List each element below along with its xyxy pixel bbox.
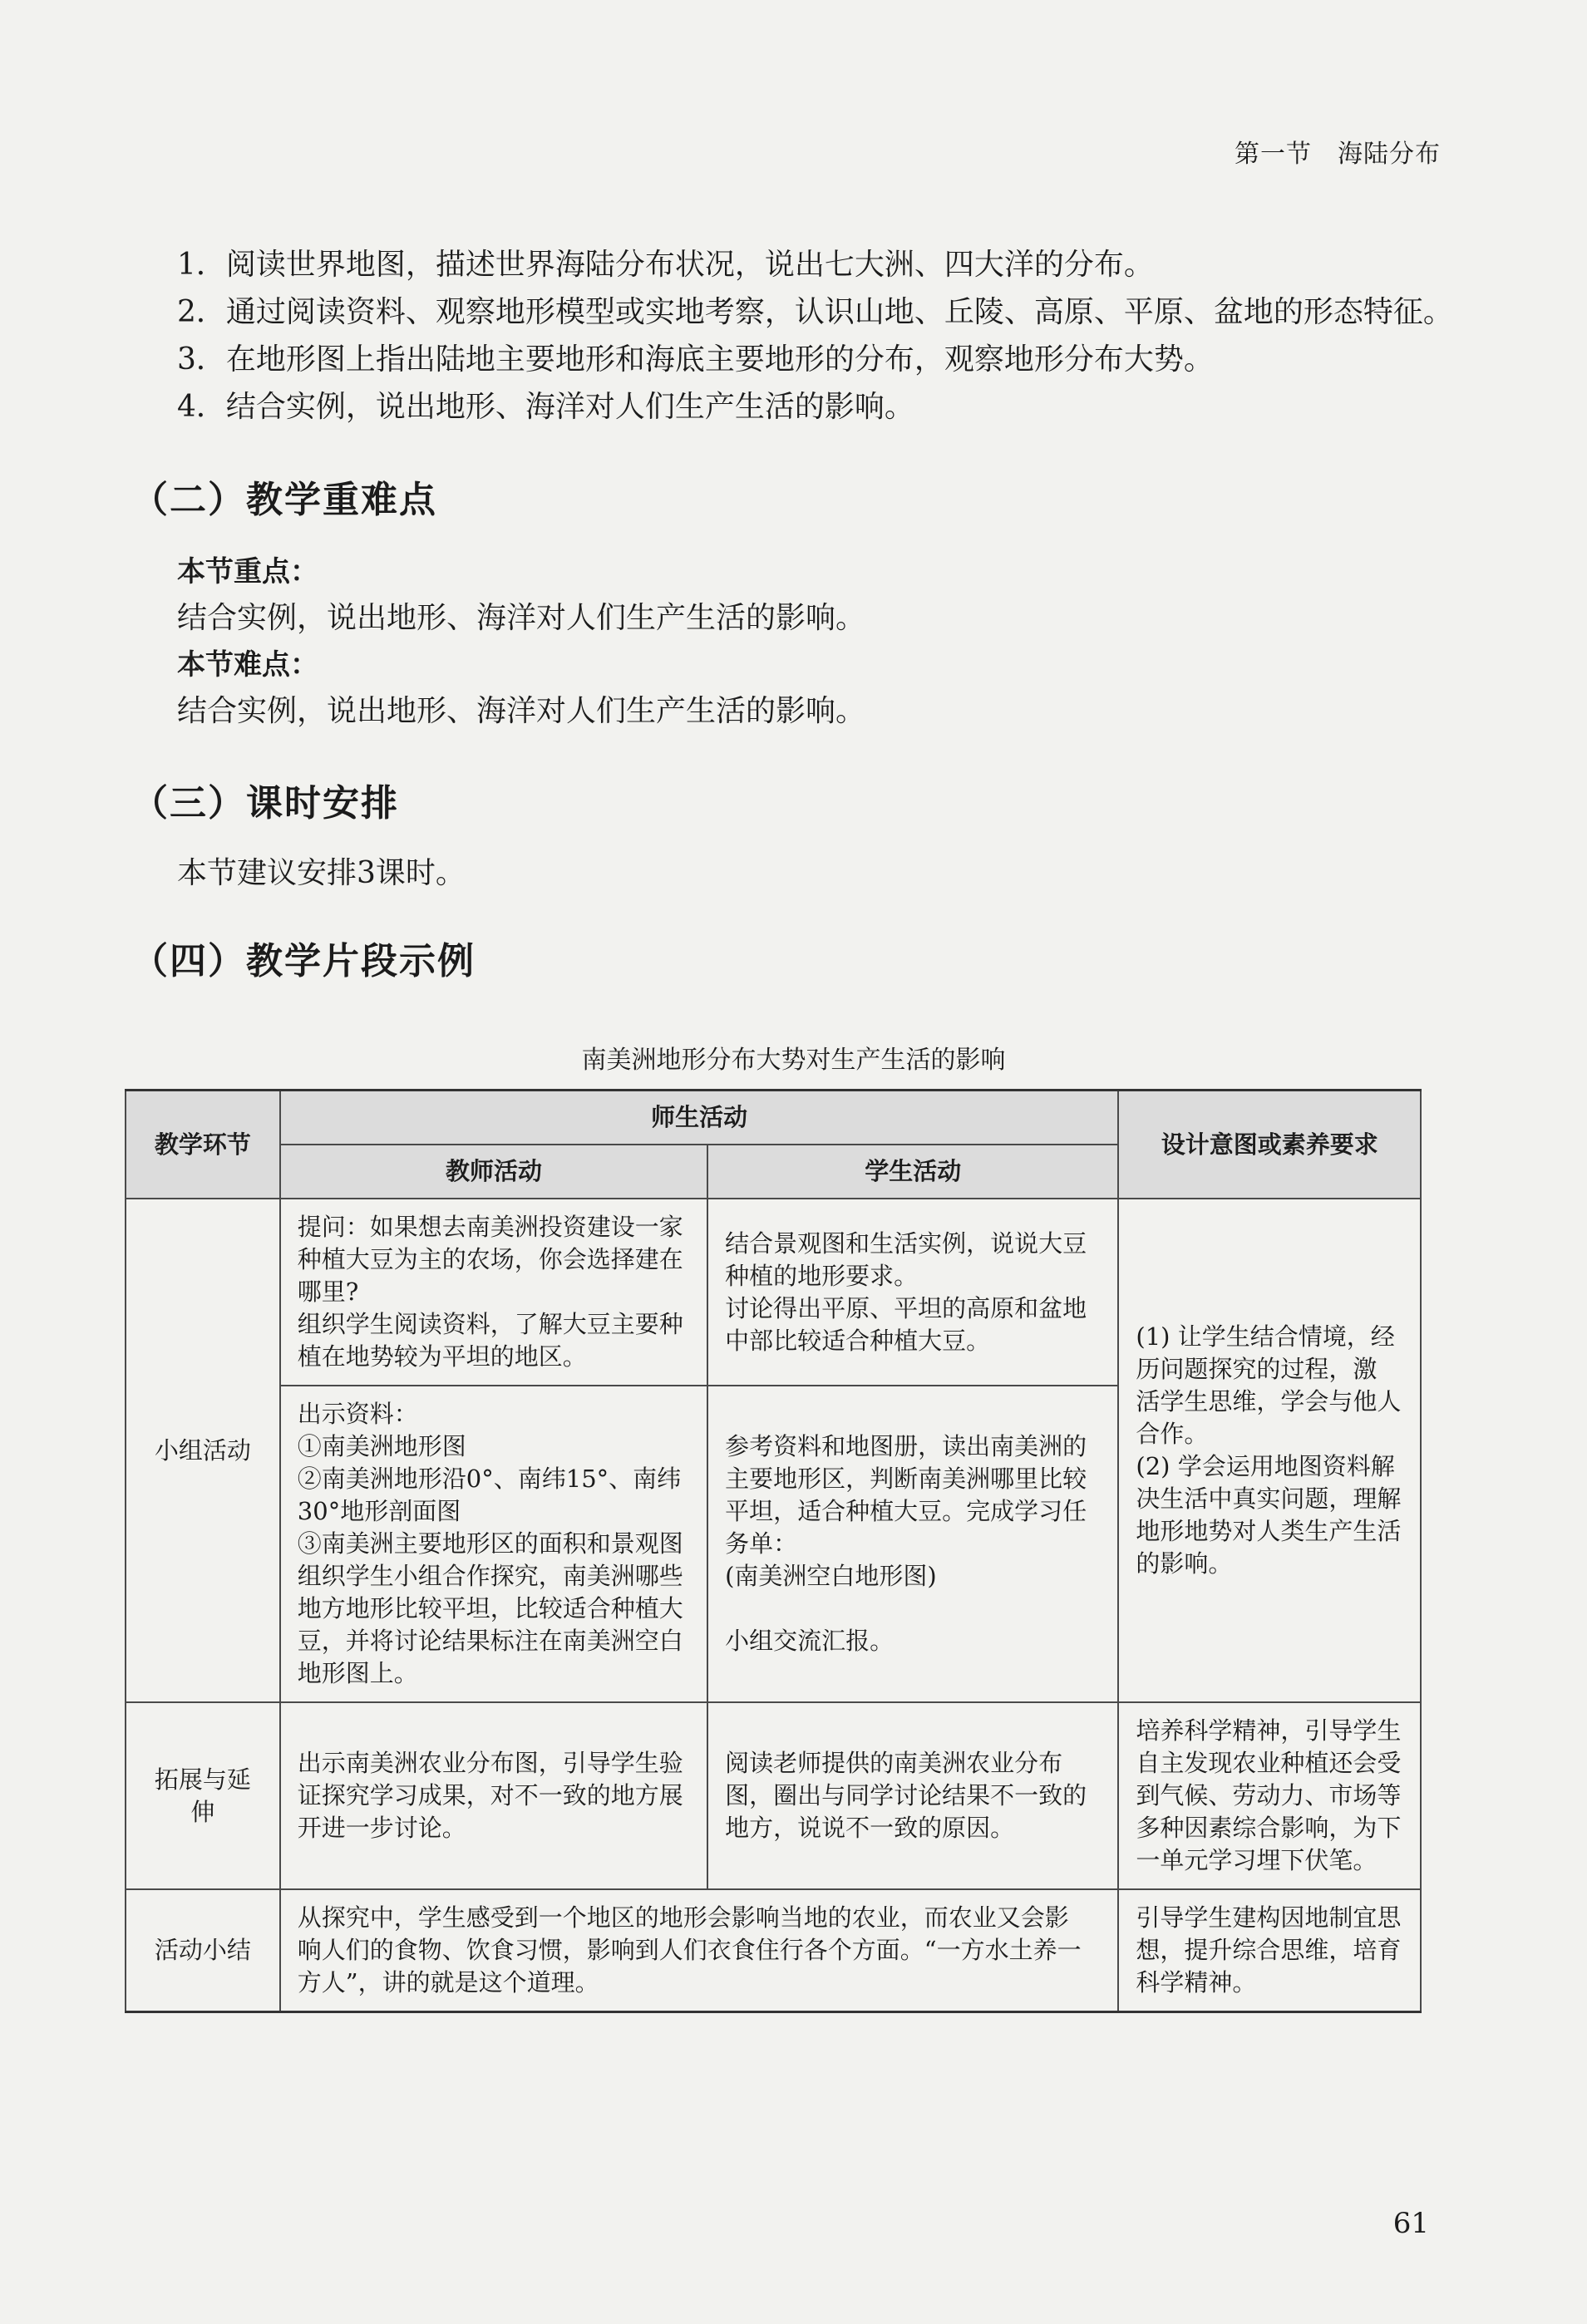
student-cell (707, 1702, 1118, 1889)
cell-line: 证探究学习成果，对不一致的地方展 (297, 1781, 683, 1809)
focus-text: 结合实例，说出地形、海洋对人们生产生活的影响。 (177, 601, 866, 635)
design-cell (1118, 1889, 1421, 2012)
cell-line: 历问题探究的过程，激 (1136, 1355, 1378, 1383)
difficulty-text: 结合实例，说出地形、海洋对人们生产生活的影响。 (177, 694, 866, 728)
cell-line: 响人们的食物、饮食习惯，影响到人们衣食住行各个方面。“一方水土养一 (297, 1936, 1082, 1964)
table-row (126, 1889, 1421, 2012)
cell-line: 提问：如果想去南美洲投资建设一家 (297, 1213, 683, 1241)
cell-line: 30°地形剖面图 (297, 1497, 461, 1525)
cell-line: 方人”，讲的就是这个道理。 (297, 1968, 599, 1997)
focus-label: 本节重点： (177, 555, 318, 588)
cell-line: 的影响。 (1136, 1549, 1233, 1578)
cell-line (725, 1593, 1101, 1625)
cell-line: ①南美洲地形图 (297, 1432, 466, 1460)
section-title-schedule: （三）课时安排 (131, 782, 399, 825)
cell-line: 主要地形区，判断南美洲哪里比较 (725, 1465, 1087, 1493)
cell-line: 决生活中真实问题，理解 (1136, 1485, 1402, 1513)
cell-line: (2) 学会运用地图资料解 (1136, 1452, 1395, 1480)
cell-line: 务单： (725, 1529, 798, 1558)
teacher-cell (280, 1199, 707, 1386)
design-cell (1118, 1199, 1421, 1702)
header-stage: 教学环节 (126, 1091, 280, 1199)
cell-line: 自主发现农业种植还会受 (1136, 1749, 1402, 1777)
cell-line: 想，提升综合思维，培育 (1136, 1936, 1402, 1964)
cell-line: 从探究中，学生感受到一个地区的地形会影响当地的农业，而农业又会影 (297, 1903, 1069, 1932)
stage-cell: 小组活动 (126, 1199, 280, 1702)
cell-line: 合作。 (1136, 1420, 1209, 1448)
cell-line: 阅读老师提供的南美洲农业分布 (725, 1749, 1063, 1777)
goal-item: 4．结合实例，说出地形、海洋对人们生产生活的影响。 (177, 390, 914, 424)
header-student: 学生活动 (707, 1145, 1118, 1199)
cell-line: 到气候、劳动力、市场等 (1136, 1781, 1402, 1809)
cell-line: 组织学生阅读资料，了解大豆主要种 (297, 1310, 683, 1338)
cell-line: 平坦，适合种植大豆。完成学习任 (725, 1497, 1087, 1525)
cell-line: 地方，说说不一致的原因。 (725, 1814, 1015, 1842)
cell-line: 中部比较适合种植大豆。 (725, 1326, 991, 1355)
student-cell (707, 1386, 1118, 1702)
cell-line: 地方地形比较平坦，比较适合种植大 (297, 1594, 683, 1622)
cell-line: 植在地势较为平坦的地区。 (297, 1342, 587, 1371)
summary-cell (280, 1889, 1119, 2012)
table-caption: 南美洲地形分布大势对生产生活的影响 (581, 1046, 1006, 1075)
chapter-header: 第一节 海陆分布 (1235, 140, 1441, 169)
section-title-example: （四）教学片段示例 (131, 940, 476, 982)
design-cell (1118, 1702, 1421, 1889)
difficulty-label: 本节难点： (177, 648, 318, 682)
cell-line: 图，圈出与同学讨论结果不一致的 (725, 1781, 1087, 1809)
teacher-cell (280, 1702, 707, 1889)
cell-line: (1) 让学生结合情境，经 (1136, 1322, 1395, 1351)
goal-item: 1．阅读世界地图，描述世界海陆分布状况，说出七大洲、四大洋的分布。 (177, 248, 1154, 282)
cell-line: 多种因素综合影响，为下 (1136, 1814, 1402, 1842)
cell-line: (南美洲空白地形图) (725, 1562, 937, 1590)
cell-line: 出示资料： (297, 1400, 418, 1428)
cell-line: ②南美洲地形沿0°、南纬15°、南纬 (297, 1465, 682, 1493)
schedule-text: 本节建议安排3课时。 (177, 856, 466, 890)
teacher-cell (280, 1386, 707, 1702)
table-row (126, 1702, 1421, 1889)
header-design: 设计意图或素养要求 (1118, 1091, 1421, 1199)
learning-goals-list (177, 241, 1466, 431)
cell-line: 哪里? (297, 1278, 359, 1306)
header-activities: 师生活动 (280, 1091, 1119, 1145)
table-row (126, 1199, 1421, 1386)
section-title-key-points: （二）教学重难点 (131, 479, 437, 521)
cell-line: 出示南美洲农业分布图，引导学生验 (297, 1749, 683, 1777)
cell-line: 引导学生建构因地制宜思 (1136, 1903, 1402, 1932)
cell-line: 种植大豆为主的农场，你会选择建在 (297, 1245, 683, 1273)
stage-cell: 活动小结 (126, 1889, 280, 2012)
cell-line: 参考资料和地图册，读出南美洲的 (725, 1432, 1087, 1460)
goal-item: 2．通过阅读资料、观察地形模型或实地考察，认识山地、丘陵、高原、平原、盆地的形态特征。 (177, 295, 1453, 329)
cell-line: 豆，并将讨论结果标注在南美洲空白 (297, 1627, 683, 1655)
cell-line: 活学生思维，学会与他人 (1136, 1387, 1402, 1416)
page-number: 61 (1392, 2207, 1429, 2240)
cell-line: ③南美洲主要地形区的面积和景观图 (297, 1529, 683, 1558)
cell-line: 种植的地形要求。 (725, 1261, 919, 1290)
cell-line: 讨论得出平原、平坦的高原和盆地 (725, 1293, 1087, 1322)
cell-line: 小组交流汇报。 (725, 1627, 895, 1655)
student-cell (707, 1199, 1118, 1386)
cell-line: 开进一步讨论。 (297, 1814, 466, 1842)
cell-line: 结合景观图和生活实例，说说大豆 (725, 1228, 1087, 1258)
lesson-table (125, 1089, 1422, 2013)
cell-line: 培养科学精神，引导学生 (1136, 1716, 1402, 1745)
cell-line: 地形图上。 (297, 1659, 418, 1687)
cell-line: 组织学生小组合作探究，南美洲哪些 (297, 1562, 683, 1590)
goal-item: 3．在地形图上指出陆地主要地形和海底主要地形的分布，观察地形分布大势。 (177, 342, 1214, 377)
cell-line: 科学精神。 (1136, 1968, 1257, 1997)
stage-cell: 拓展与延伸 (126, 1702, 280, 1889)
cell-line: 地形地势对人类生产生活 (1136, 1517, 1402, 1545)
cell-line: 一单元学习埋下伏笔。 (1136, 1846, 1378, 1874)
header-teacher: 教师活动 (280, 1145, 707, 1199)
